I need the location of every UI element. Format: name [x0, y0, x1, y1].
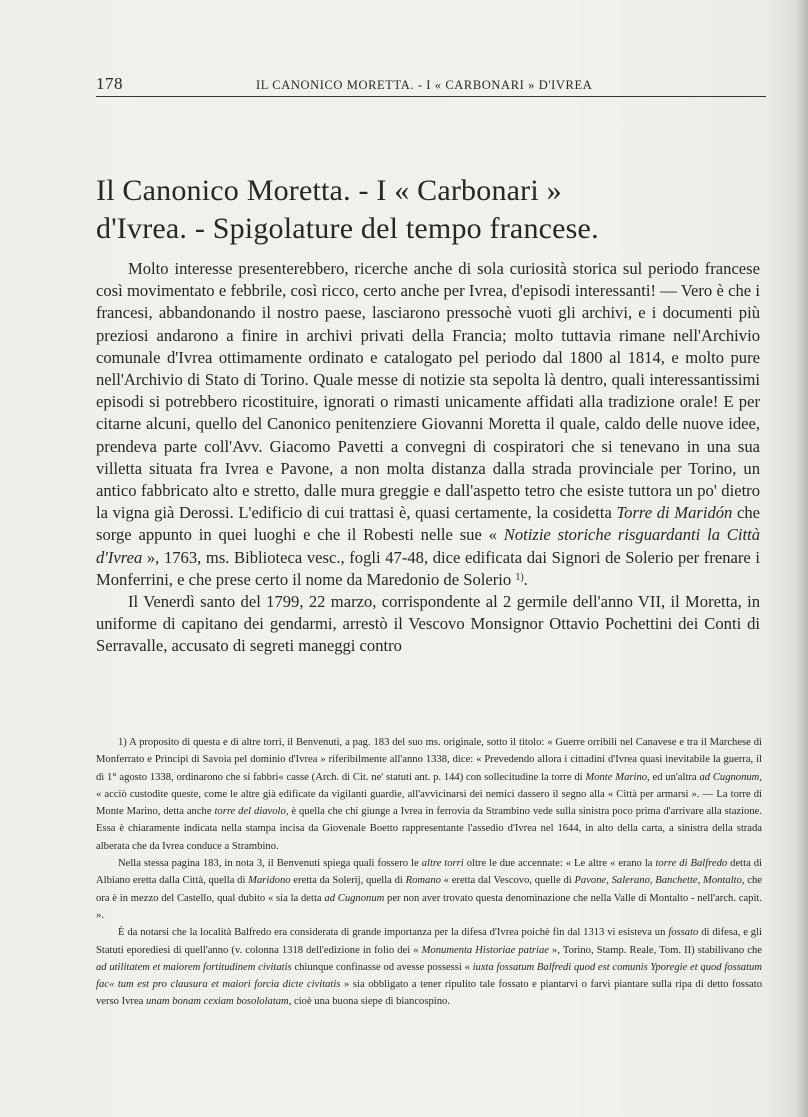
footnotes [96, 734, 762, 1011]
fn3-text-f: , cioè una buona siepe di biancospino. [288, 996, 450, 1008]
footnote-2 [96, 855, 762, 924]
fn1-italic-b: ad Cugnonum [699, 771, 760, 783]
fn1-italic-a: Monte Marino [585, 771, 648, 783]
running-header [96, 72, 766, 97]
fn2-italic-d: Romano [405, 875, 441, 887]
fn1-text-c: , « acciò custodite queste, come le altre già edificate da vigilanti guardie, all'avvicinarsi dei nemici dassero il segno alla « Città per armarsi ». — La torre di Monte Marino, detta anche [96, 771, 762, 818]
footnote-ref-1[interactable]: 1) [515, 571, 524, 583]
fn2-italic-c: Maridono [248, 875, 291, 887]
fn2-italic-e: Pavone, Salerano, Banchette, Montalto, [574, 875, 745, 887]
fn3-text-d: chiunque confinasse od avesse possessi « [291, 961, 473, 973]
p1-text-a: Molto interesse presenterebbero, ricerche anche di sola curiosità storica sul periodo francese così movimentato e febbrile, così ricco, certo anche per Ivrea, d'episodi interessanti! — Vero è che i francesi, abbandonando il nostro paese, lasciarono pressochè vuoti gli archivi, e i documenti più preziosi andarono a finire in archivi privati della Francia; molto tuttavia rimane nell'Archivio comunale d'Ivrea ottimamente ordinato e catalogato pel periodo dal 1800 al 1814, e molto pure nell'Archivio di Stato di Torino. Quale messe di notizie sta sepolta là dentro, quali interessantissimi episodi si potrebbero ricostituire, ignorati o rimasti unicamente affidati alla tradizione orale! E per citarne alcuni, quello del Canonico penitenziere Giovanni Moretta il quale, caldo delle nuove idee, prendeva parte coll'Avv. Giacomo Pavetti a convegni di cospiratori che si tenevano in una sua villetta situata fra Ivrea e Pavone, a non molta distanza dalla strada provinciale per Torino, un antico fabbricato alto e stretto, dalle mura greggie e dall'aspetto tetro che esiste tuttora un po' dietro la vigna già Derossi. L'edificio di cui trattasi è, quasi certamente, la cosidetta [96, 259, 760, 523]
fn1-text-b: , ed un'altra [647, 771, 700, 783]
p1-text-b: che sorge appunto in quei luoghi e che il Robesti nelle sue « [96, 503, 760, 545]
fn2-text-b: oltre le due accennate: « Le altre « erano la [463, 858, 656, 870]
fn3-text-c: », Torino, Stamp. Reale, Tom. II) stabilivano che [548, 944, 763, 956]
chapter-title [96, 172, 776, 248]
chapter-title-line-2: d'Ivrea. - Spigolature del tempo francese. [96, 212, 599, 245]
fn2-text-c: detta di Albiano eretta dalla Città, quella di [96, 858, 763, 887]
chapter-title-line-1: Il Canonico Moretta. - I « Carbonari » [96, 174, 562, 207]
footnote-3 [96, 924, 762, 1010]
p1-italic-torre: Torre di Maridón [616, 503, 733, 523]
p1-italic-notizie: Notizie storiche risguardanti la Città d'Ivrea [96, 525, 761, 567]
fn2-text-a: Nella stessa pagina 183, in nota 3, il Benvenuti spiega quali fossero le [118, 858, 422, 870]
fn3-italic-e: unam bonam cexiam bosololatam [146, 996, 289, 1008]
fn1-text-a: 1) A proposito di questa e di altre torri, il Benvenuti, a pag. 183 del suo ms. originale, sotto il titolo: « Guerre orribili nel Canavese e tra il Marchese di Monferrato e Principi di Savoia pel dominio d'Ivrea » riferibilmente all'anno 1338, dice: « Prevedendo allora i cittadini d'Ivrea quasi inevitabile la guerra, il dì 1° agosto 1338, ordinarono che si fabbri« casse (Arch. di Cit. ne' statuti ant. p. 144) con sollecitudine la torre di [96, 737, 762, 783]
fn2-text-g: per non aver trovato questa denominazione che nella Valle di Montalto - nell'arch. capit. ». [96, 892, 762, 921]
fn2-text-f: che ora è in mezzo del Castello, qual dubito « sia la detta [96, 875, 762, 904]
running-title: IL CANONICO MORETTA. - I « CARBONARI » D'IVREA [256, 78, 593, 92]
fn1-text-d: , è quella che chi giunge a Ivrea in ferrovia da Strambino vede sulla sinistra poco prima d'arrivare alla stazione. Essa è chiaramente indicata nella stampa incisa da Giovenale Boetto rappresentante l'assedio d'Ivrea nel 1644, in alto della carta, a sinistra della strada alberata che da Ivrea conduce a Strambino. [96, 806, 763, 852]
fn2-text-e: « eretta dal Vescovo, quelle di [440, 875, 575, 887]
fn3-italic-c: ad utilitatem et maiorem fortitudinem civitatis [96, 961, 292, 973]
fn2-italic-f: ad Cugnonum [324, 892, 385, 904]
p1-text-d: . [523, 569, 528, 589]
fn3-italic-d: iuxta fossatum Balfredi quod est comunis Yporegie et quod fossatum fac« tum est pro clausura et maiori forcia dicte civitatis [96, 961, 762, 991]
fn2-italic-b: torre di Balfredo [655, 858, 728, 870]
fn3-text-b: di difesa, e gli Statuti eporediesi di quell'anno (v. colonna 1318 dell'edizione in folio dei « [96, 927, 762, 956]
fn1-italic-c: torre del diavolo [214, 806, 286, 818]
fn3-italic-a: fossato [668, 927, 699, 939]
paragraph-1 [96, 258, 760, 591]
fn2-text-d: eretta da Solerij, quella di [290, 875, 406, 887]
body-text [96, 258, 760, 658]
fn3-italic-b: Monumenta Historiae patriae [421, 944, 549, 956]
fn3-text-a: È da notarsi che la località Balfredo era considerata di grande importanza per la difesa d'Ivrea poichè fin dal 1313 vi esisteva un [118, 927, 669, 939]
paragraph-2: Il Venerdì santo del 1799, 22 marzo, corrispondente al 2 germile dell'anno VII, il Moretta, in uniforme di capitano dei gendarmi, arrestò il Vescovo Monsignor Ottavio Pochettini dei Conti di Serravalle, accusato di segreti maneggi contro [96, 592, 760, 656]
fn2-italic-a: altre torri [421, 858, 464, 870]
p1-text-c: », 1763, ms. Biblioteca vesc., fogli 47-48, dice edificata dai Signori de Solerio per frenare i Monferrini, e che prese certo il nome da Maredonio de Solerio [96, 547, 760, 589]
footnote-1 [96, 734, 762, 855]
page-number: 178 [96, 74, 123, 93]
fn3-text-e: » sia obbligato a tener ripulito tale fossato e piantarvi o farvi piantare sulla ripa di detto fossato verso Ivrea [96, 979, 762, 1008]
